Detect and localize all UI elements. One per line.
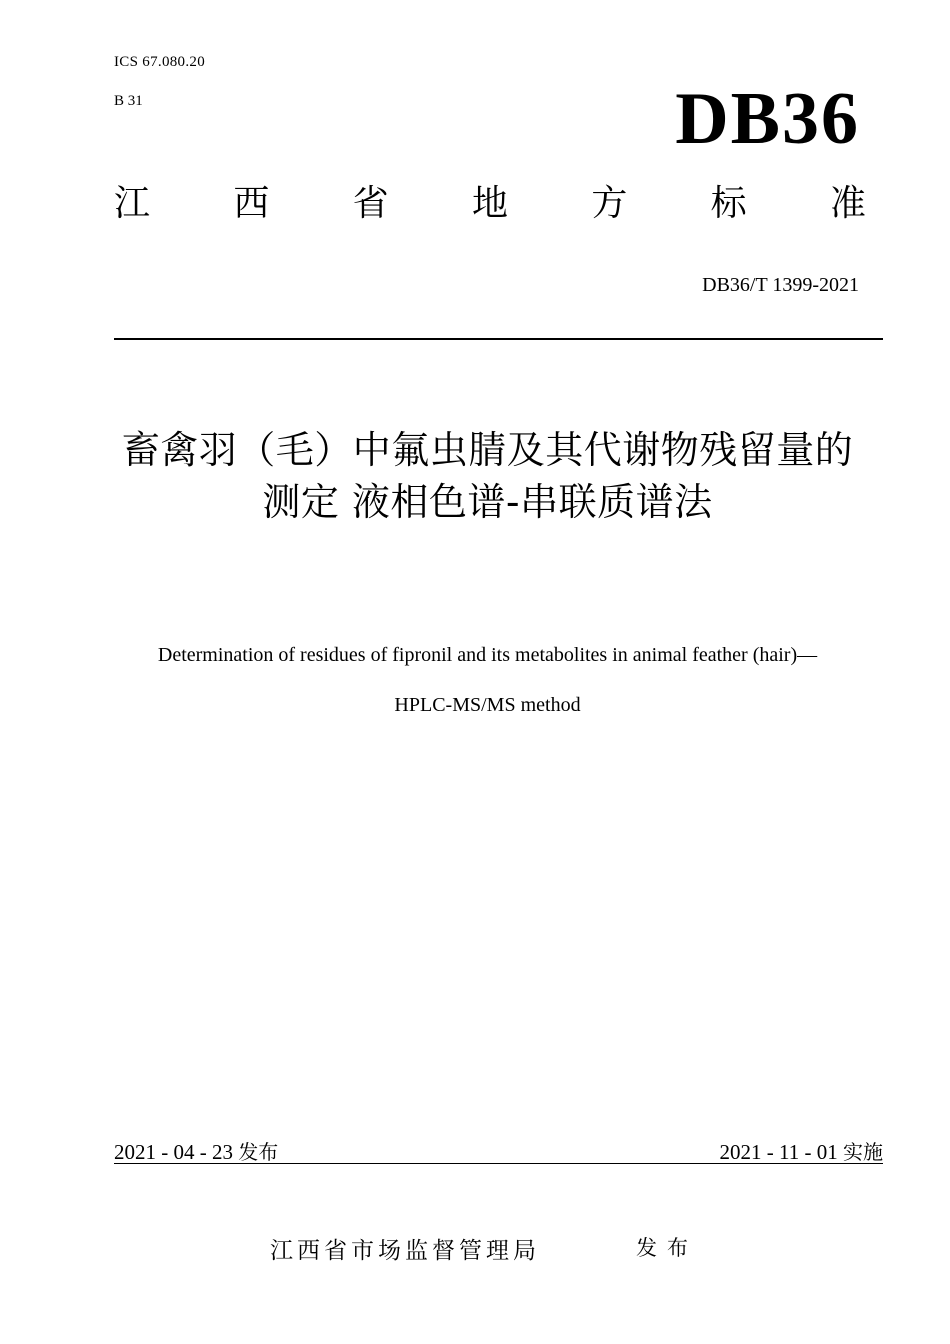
standard-type-char: 标 [710, 183, 747, 224]
implement-label: 实施 [843, 1140, 883, 1164]
ics-code: ICS 67.080.20 [114, 54, 205, 70]
chinese-title [0, 424, 950, 528]
issuing-authority: 江西省市场监督管理局 [270, 1238, 540, 1264]
english-title [0, 630, 950, 730]
standard-type-char: 方 [591, 183, 628, 224]
chinese-title-line-2: 测定 液相色谱-串联质谱法 [262, 480, 713, 524]
standard-number: DB36/T 1399-2021 [702, 274, 859, 296]
standard-type-char: 地 [471, 183, 508, 224]
issue-label: 发布 [636, 1236, 698, 1260]
standard-type-char: 准 [829, 183, 866, 224]
standard-type-char: 西 [233, 183, 270, 224]
english-title-line-2: HPLC-MS/MS method [394, 694, 581, 716]
standard-type [114, 183, 866, 224]
standard-type-char: 江 [114, 183, 151, 224]
publish-date: 2021 - 04 - 23 [114, 1140, 233, 1164]
implement-date-row [720, 1136, 883, 1165]
implement-date: 2021 - 11 - 01 [719, 1140, 838, 1164]
publish-date-row [114, 1136, 278, 1165]
header-divider [114, 338, 883, 340]
standard-logo: DB36 [675, 78, 860, 160]
publish-label: 发布 [238, 1140, 279, 1164]
footer-divider [114, 1163, 883, 1164]
chinese-title-line-1: 畜禽羽（毛）中氟虫腈及其代谢物残留量的 [121, 428, 854, 472]
english-title-line-1: Determination of residues of fipronil and its metabolites in animal feather (hair)— [157, 644, 818, 666]
ccs-code: B 31 [114, 93, 143, 109]
standard-type-char: 省 [352, 183, 389, 224]
